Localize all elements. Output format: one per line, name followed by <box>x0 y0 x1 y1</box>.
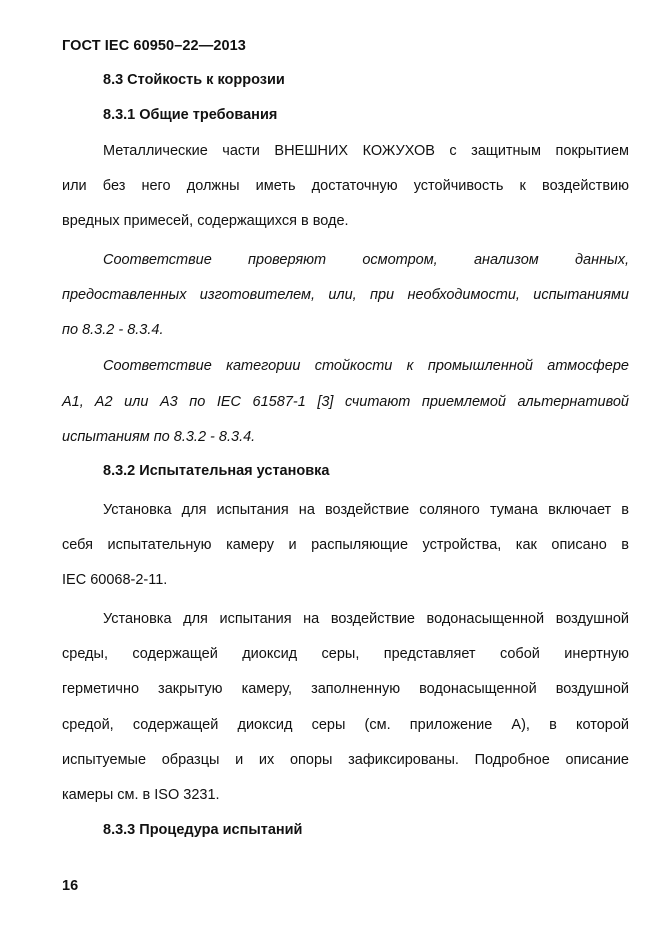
paragraph-3-line-2: A1, A2 или A3 по IEC 61587-1 [3] считают приемлемой альтернативой <box>62 394 629 410</box>
page-number: 16 <box>62 878 79 894</box>
paragraph-4-line-2: себя испытательную камеру и распыляющие устройства, как описано в <box>62 537 629 553</box>
section-heading-8-3-1: 8.3.1 Общие требования <box>103 107 278 123</box>
paragraph-1-line-2: или без него должны иметь достаточную устойчивость к воздействию <box>62 178 629 194</box>
paragraph-2-line-3: по 8.3.2 - 8.3.4. <box>62 322 164 338</box>
paragraph-3-line-1: Соответствие категории стойкости к промышленной атмосфере <box>103 358 629 374</box>
paragraph-4-line-3: IEC 60068-2-11. <box>62 572 168 588</box>
paragraph-5-line-3: герметично закрытую камеру, заполненную водонасыщенной воздушной <box>62 681 629 697</box>
paragraph-5-line-4: средой, содержащей диоксид серы (см. приложение А), в которой <box>62 717 629 733</box>
paragraph-1-line-3: вредных примесей, содержащихся в воде. <box>62 213 349 229</box>
document-header: ГОСТ IEC 60950–22—2013 <box>62 38 246 54</box>
paragraph-5-line-5: испытуемые образцы и их опоры зафиксированы. Подробное описание <box>62 752 629 768</box>
paragraph-4-line-1: Установка для испытания на воздействие соляного тумана включает в <box>103 502 629 518</box>
paragraph-5-line-6: камеры см. в ISO 3231. <box>62 787 220 803</box>
paragraph-3-line-3: испытаниям по 8.3.2 - 8.3.4. <box>62 429 256 445</box>
section-heading-8-3: 8.3 Стойкость к коррозии <box>103 72 285 88</box>
paragraph-1-line-1: Металлические части ВНЕШНИХ КОЖУХОВ с защитным покрытием <box>103 143 629 159</box>
paragraph-5-line-1: Установка для испытания на воздействие водонасыщенной воздушной <box>103 611 629 627</box>
paragraph-5-line-2: среды, содержащей диоксид серы, представляет собой инертную <box>62 646 629 662</box>
section-heading-8-3-3: 8.3.3 Процедура испытаний <box>103 822 303 838</box>
paragraph-2-line-1: Соответствие проверяют осмотром, анализом данных, <box>103 252 629 268</box>
paragraph-2-line-2: предоставленных изготовителем, или, при необходимости, испытаниями <box>62 287 629 303</box>
section-heading-8-3-2: 8.3.2 Испытательная установка <box>103 463 330 479</box>
